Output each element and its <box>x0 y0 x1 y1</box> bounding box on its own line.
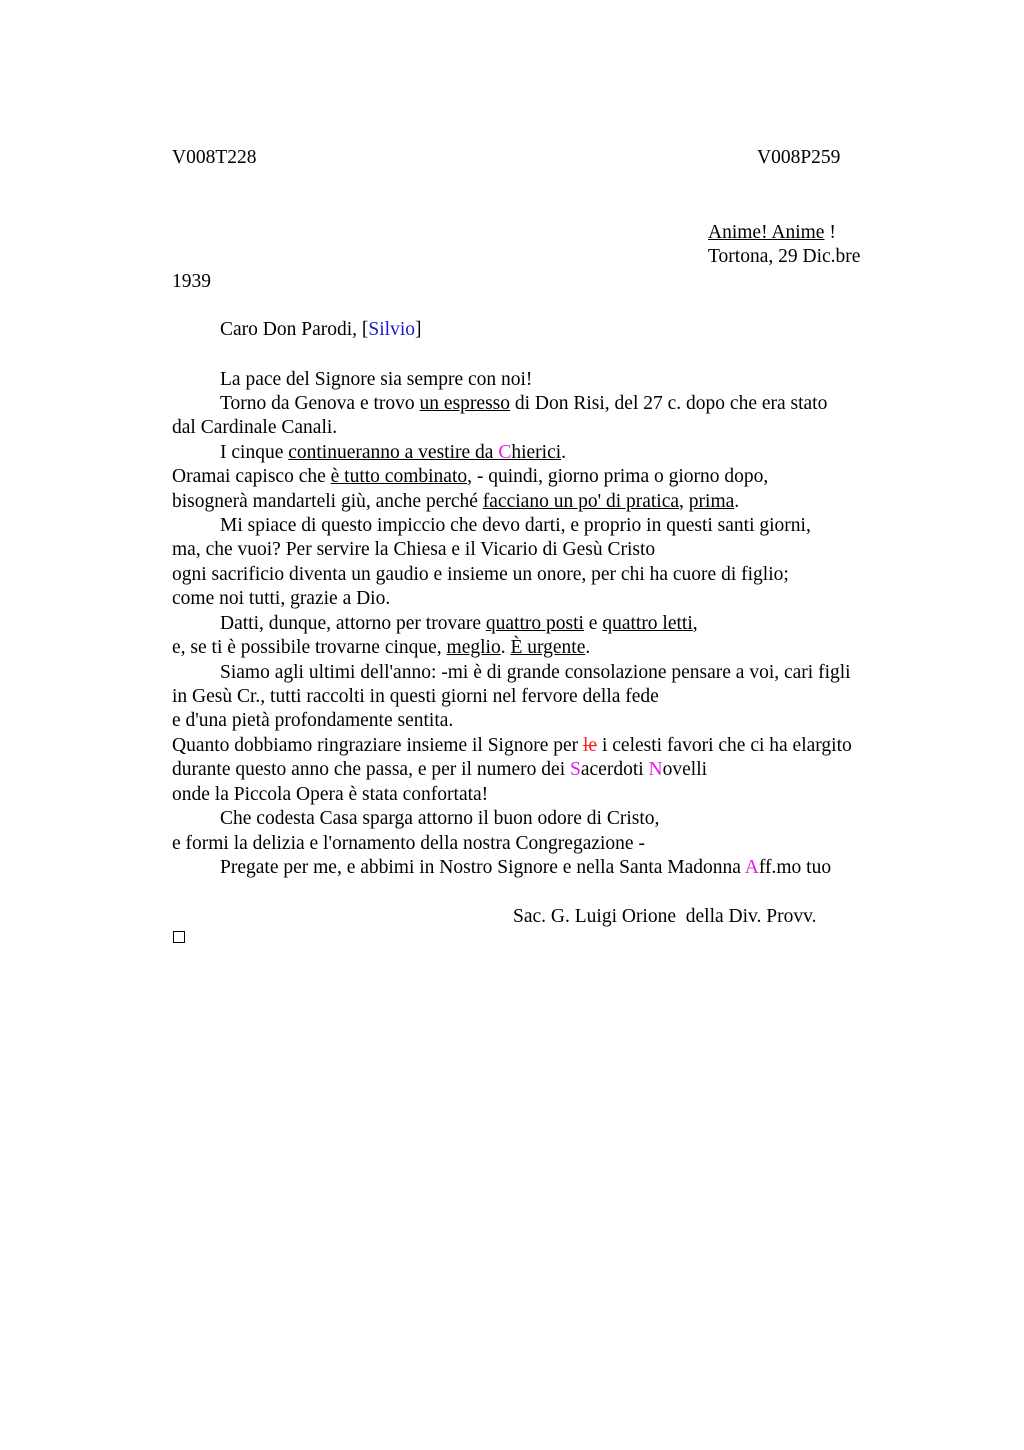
line-17 <box>172 758 707 782</box>
motto-end: ! <box>824 222 836 243</box>
line-18: onde la Piccola Opera è stata confortata! <box>172 784 489 805</box>
line-6 <box>172 490 739 514</box>
line-2-a: Torno da Genova e trovo <box>220 393 420 414</box>
line-16 <box>172 734 852 758</box>
signature: Sac. G. Luigi Orione della Div. Provv. <box>513 906 817 927</box>
motto-underlined: Anime! Anime <box>708 222 825 243</box>
line-11-e: , <box>692 613 698 634</box>
line-21-c: ff.mo tuo <box>758 857 832 878</box>
line-4-magenta: C <box>498 442 512 463</box>
year: 1939 <box>172 271 211 292</box>
line-12-underlined-2: È urgente <box>510 637 586 658</box>
line-5-underlined: è tutto combinato <box>330 466 468 487</box>
line-17-e: ovelli <box>662 759 708 780</box>
line-17-c: acerdoti <box>580 759 649 780</box>
line-11-underlined-2: quattro letti <box>602 613 693 634</box>
line-10: come noi tutti, grazie a Dio. <box>172 588 391 609</box>
salutation <box>220 318 422 342</box>
line-6-underlined-2: prima <box>688 491 735 512</box>
line-9: ogni sacrificio diventa un gaudio e insieme un onore, per chi ha cuore di figlio; <box>172 564 789 585</box>
line-4-a: I cinque <box>220 442 289 463</box>
line-17-magenta-2: N <box>648 759 663 780</box>
line-2-c: di Don Risi, del 27 c. dopo che era stato <box>510 393 828 414</box>
line-5-c: , - quindi, giorno prima o giorno dopo, <box>467 466 769 487</box>
line-11-c: e <box>583 613 603 634</box>
line-11-a: Datti, dunque, attorno per trovare <box>220 613 486 634</box>
line-1: La pace del Signore sia sempre con noi! <box>220 369 533 390</box>
line-4-d: hierici <box>511 442 562 463</box>
place-date: Tortona, 29 Dic.bre <box>708 246 861 267</box>
line-6-a: bisognerà mandarteli giù, anche perché <box>172 491 483 512</box>
salutation-name: Silvio <box>368 319 416 340</box>
line-12 <box>172 636 590 660</box>
line-11 <box>220 612 698 636</box>
line-12-a: e, se ti è possibile trovarne cinque, <box>172 637 447 658</box>
header-left-code: V008T228 <box>172 147 257 168</box>
line-21 <box>220 856 831 880</box>
line-6-underlined-1: facciano un po' di pratica <box>482 491 680 512</box>
line-14: in Gesù Cr., tutti raccolti in questi giorni nel fervore della fede <box>172 686 659 707</box>
salutation-text: Caro Don Parodi, [ <box>220 319 369 340</box>
line-12-c: . <box>500 637 511 658</box>
line-4-e: . <box>561 442 567 463</box>
line-16-c: i celesti favori che ci ha elargito <box>597 735 852 756</box>
line-5 <box>172 465 768 489</box>
line-16-a: Quanto dobbiamo ringraziare insieme il Signore per <box>172 735 584 756</box>
line-20: e formi la delizia e l'ornamento della nostra Congregazione - <box>172 833 645 854</box>
line-4 <box>220 441 566 465</box>
line-19: Che codesta Casa sparga attorno il buon odore di Cristo, <box>220 808 660 829</box>
line-16-deleted: le <box>583 735 598 756</box>
line-6-e: . <box>734 491 740 512</box>
line-17-magenta-1: S <box>570 759 581 780</box>
line-15: e d'una pietà profondamente sentita. <box>172 710 454 731</box>
line-12-e: . <box>585 637 591 658</box>
header-right-code: V008P259 <box>757 147 841 168</box>
line-13: Siamo agli ultimi dell'anno: -mi è di grande consolazione pensare a voi, cari figli <box>220 662 851 683</box>
line-4-b: continueranno a vestire da <box>288 442 499 463</box>
line-11-underlined-1: quattro posti <box>485 613 584 634</box>
salutation-close: ] <box>415 319 422 340</box>
empty-checkbox-square-icon <box>173 931 185 943</box>
motto <box>708 221 836 245</box>
line-7: Mi spiace di questo impiccio che devo darti, e proprio in questi santi giorni, <box>220 515 811 536</box>
line-4-underlined <box>288 442 561 463</box>
line-17-a: durante questo anno che passa, e per il numero dei <box>172 759 570 780</box>
line-2 <box>220 392 827 416</box>
line-21-a: Pregate per me, e abbimi in Nostro Signore e nella Santa Madonna <box>220 857 745 878</box>
line-21-magenta: A <box>744 857 759 878</box>
line-6-c: , <box>679 491 689 512</box>
line-8: ma, che vuoi? Per servire la Chiesa e il Vicario di Gesù Cristo <box>172 539 656 560</box>
line-3: dal Cardinale Canali. <box>172 417 338 438</box>
line-5-a: Oramai capisco che <box>172 466 331 487</box>
line-12-underlined-1: meglio <box>446 637 501 658</box>
line-2-underlined: un espresso <box>419 393 510 414</box>
